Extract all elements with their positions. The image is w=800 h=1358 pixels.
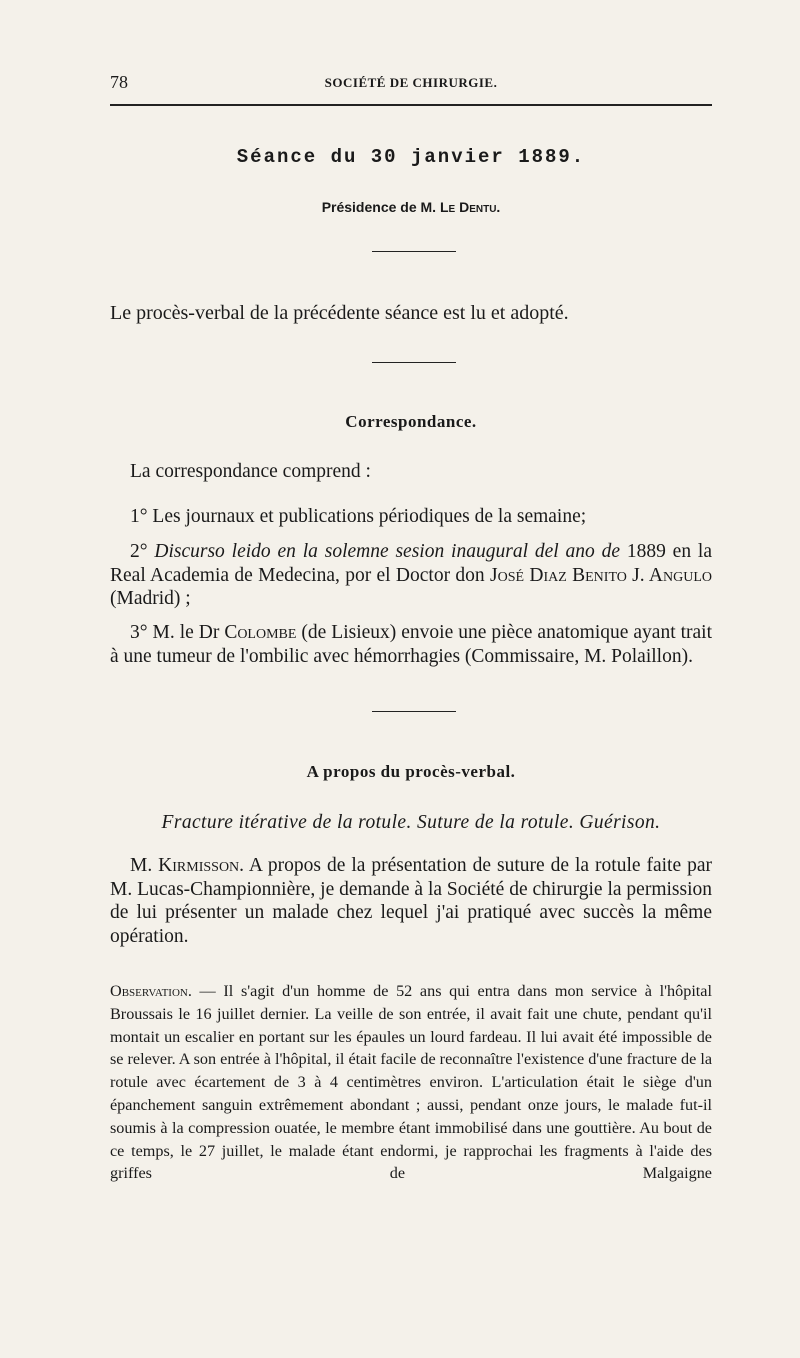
item-1-text: 1° Les journaux et publications périodiques de la semaine; — [130, 506, 587, 527]
header-rule — [110, 104, 712, 106]
case-title: Fracture itérative de la rotule. Suture de la rotule. Guérison. — [161, 812, 661, 833]
correspondance-intro-text: La correspondance comprend : — [130, 461, 371, 482]
presidence-suffix: . — [496, 199, 501, 215]
section-divider — [372, 711, 456, 712]
session-title: Séance du 30 janvier 1889. — [236, 146, 586, 168]
correspondance-intro — [110, 460, 712, 484]
presidence-prefix: Présidence de M. — [321, 199, 440, 215]
item-2-end: (Madrid) ; — [110, 588, 191, 609]
correspondance-heading: Correspondance. — [345, 412, 477, 431]
item-3-name: Colombe — [224, 622, 297, 643]
section-divider — [372, 251, 456, 252]
item-3-text: (de Lisieux) envoie une pièce anatomique ayant trait à une tumeur de l'ombilic avec hémorrhagies (Commissaire, M. Polaillon). — [110, 622, 712, 667]
item-2-text: 1889 en la Real Academia de Medecina, por el Doctor don — [110, 541, 712, 586]
running-title: SOCIÉTÉ DE CHIRURGIE. — [324, 75, 498, 90]
correspondance-item-2 — [110, 540, 712, 611]
speech-text: . A propos de la présentation de suture de la rotule faite par M. Lucas-Championnière, je demande à la Société de chirurgie la permission de lui présenter un malade chez lequel j'ai pratiqué avec succès la même opération. — [110, 855, 712, 947]
observation-paragraph — [110, 980, 712, 1185]
item-2-author: José Diaz Benito J. Angulo — [490, 564, 712, 586]
kirmisson-paragraph — [110, 854, 712, 948]
item-2-number: 2° — [130, 541, 155, 562]
item-3-start: 3° M. le Dr — [130, 622, 225, 643]
speaker-name: M. Kirmisson — [130, 855, 240, 876]
section-divider — [372, 362, 456, 363]
item-2-title: Discurso leido en la solemne sesion inaugural del ano de — [154, 541, 620, 562]
page-number: 78 — [110, 72, 128, 92]
observation-text: . — Il s'agit d'un homme de 52 ans qui entra dans mon service à l'hôpital Broussais le 16 juillet dernier. La veille de son entrée, il avait fait une chute, pendant qu'il montait un escalier en portant sur les épaules un lourd fardeau. Il lui avait été impossible de se relever. A son entrée à l'hôpital, il était facile de reconnaître l'existence d'une fracture de la rotule avec écartement de 3 à 4 centimètres environ. L'articulation était le siège d'un épanchement sanguin extrêmement abondant ; aussi, pendant onze jours, le malade fut-il soumis à la compression ouatée, le membre étant immobilisé dans une gouttière. Au bout de ce temps, le 27 juillet, le malade étant endormi, je rapprochai les fragments à l'aide des griffes de Malgaigne — [110, 982, 713, 1183]
correspondance-item-1 — [110, 505, 712, 529]
correspondance-item-3 — [110, 621, 712, 668]
president-name: Le Dentu — [439, 199, 497, 215]
observation-label: Observation — [110, 982, 188, 1000]
proces-verbal-line: Le procès-verbal de la précédente séance est lu et adopté. — [110, 302, 569, 324]
apropos-heading: A propos du procès-verbal. — [306, 762, 516, 781]
page-header — [110, 72, 712, 98]
presidence-line — [110, 199, 712, 215]
